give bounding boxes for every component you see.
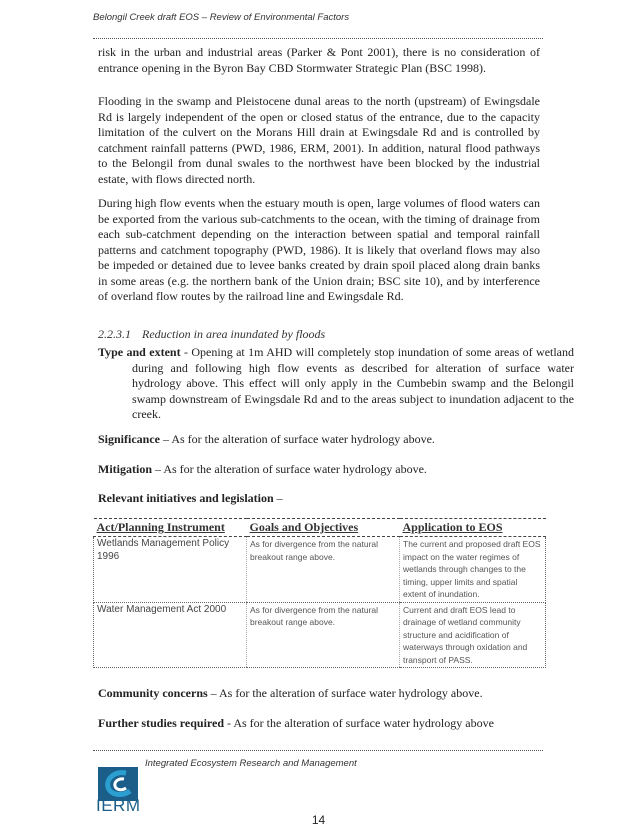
- table-cell: Current and draft EOS lead to drainage of wetland community structure and acidification of waterways through oxidation and transport of PASS.: [400, 602, 546, 668]
- table-row: [94, 602, 546, 668]
- section-number: 2.2.3.1: [98, 327, 131, 341]
- logo-text: IERM: [96, 796, 141, 815]
- page-number: 14: [311, 813, 326, 827]
- legislation-table: [93, 518, 546, 668]
- col-header-application: Application to EOS: [400, 519, 546, 537]
- paragraph-high-flow: During high flow events when the estuary mouth is open, large volumes of flood waters can be exported from the various sub-catchments to the ocean, with the timing of drainage from each sub-catchment depending on the interaction between spatial and temporal rainfall patterns and catchment topography (PWD, 1986). It is likely that overland flows may also be impeded or detained due to levee banks created by drain spoil placed along drain banks in some areas (e.g. the northern bank of the Union drain; BSC site 10), and by interference of overland flow routes by the railroad line and Ewingsdale Rd.: [98, 196, 540, 303]
- table-cell: Wetlands Management Policy 1996: [94, 537, 247, 603]
- community-text: – As for the alteration of surface water hydrology above.: [207, 686, 483, 700]
- community-paragraph: [98, 686, 540, 702]
- col-header-goals: Goals and Objectives: [247, 519, 400, 537]
- table-header-row: [94, 519, 546, 537]
- footer-rule: [93, 750, 543, 751]
- table-cell: As for divergence from the natural breakout range above.: [247, 537, 400, 603]
- table-cell: Water Management Act 2000: [94, 602, 247, 668]
- section-title: Reduction in area inundated by floods: [142, 327, 326, 341]
- paragraph-flooding: Flooding in the swamp and Pleistocene dunal areas to the north (upstream) of Ewingsdale Rd is largely independent of the open or closed status of the entrance, due to the capacity limitation of the culvert on the Morans Hill drain at Ewingsdale Rd and is controlled by catchment rainfall patterns (PWD, 1986, ERM, 2001). In addition, natural flood pathways to the Belongil from dunal swales to the northwest have been blocked by the industrial estate, with flows directed north.: [98, 94, 540, 186]
- significance-label: Significance: [98, 432, 160, 446]
- running-header: Belongil Creek draft EOS – Review of Environmental Factors: [93, 12, 350, 23]
- type-extent-paragraph: [98, 345, 574, 423]
- table-cell: The current and proposed draft EOS impact on the water regimes of wetlands through changes to the timing, upper limits and spatial extent of inundation.: [400, 537, 546, 603]
- relevant-label: Relevant initiatives and legislation: [98, 491, 274, 505]
- type-extent-text: - Opening at 1m AHD will completely stop inundation of some areas of wetland during and following high flow events as described for alteration of surface water hydrology above. This effect will only apply in the Cumbebin swamp and the Belongil swamp downstream of Ewingsdale Rd and to the areas subject to inundation adjacent to the creek.: [132, 345, 575, 421]
- relevant-heading: [98, 491, 540, 507]
- further-paragraph: [98, 716, 540, 732]
- table-row: [94, 537, 546, 603]
- mitigation-text: – As for the alteration of surface water hydrology above.: [152, 462, 427, 476]
- relevant-suffix: –: [273, 491, 283, 505]
- further-text: - As for the alteration of surface water hydrology above: [224, 716, 494, 730]
- paragraph-continued: risk in the urban and industrial areas (Parker & Pont 2001), there is no consideration of entrance opening in the Byron Bay CBD Stormwater Strategic Plan (BSC 1998).: [98, 45, 540, 75]
- type-extent-label: Type and extent: [98, 345, 181, 359]
- further-label: Further studies required: [98, 716, 225, 730]
- mitigation-paragraph: [98, 462, 540, 478]
- community-label: Community concerns: [98, 686, 208, 700]
- header-rule: [93, 38, 543, 39]
- section-heading: [98, 327, 325, 342]
- col-header-instrument: Act/Planning Instrument: [94, 519, 247, 537]
- significance-text: – As for the alteration of surface water hydrology above.: [160, 432, 435, 446]
- table-cell: As for divergence from the natural breakout range above.: [247, 602, 400, 668]
- significance-paragraph: [98, 432, 540, 448]
- mitigation-label: Mitigation: [98, 462, 152, 476]
- footer-organisation: Integrated Ecosystem Research and Management: [145, 758, 357, 769]
